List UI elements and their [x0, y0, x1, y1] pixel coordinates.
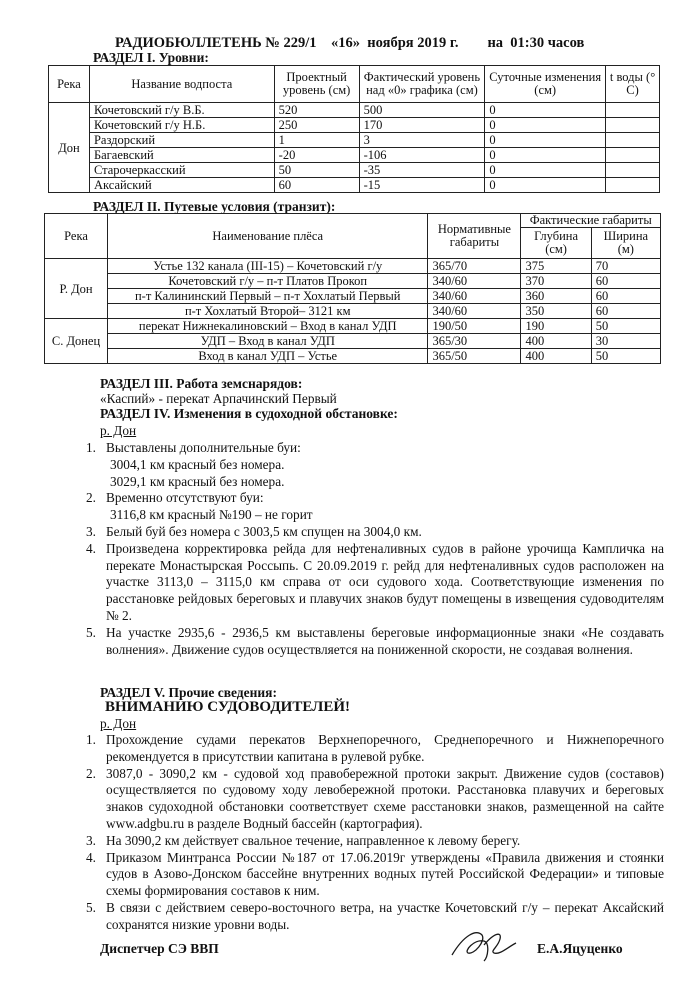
- list-item: 5. На участке 2935,6 - 2936,5 км выставлены береговые информационные знаки «Не создавать волнения». Движение судов осуществляется на пониженной скорости, не создавая волнения.: [86, 624, 664, 657]
- col-norm-dims: Нормативные габариты: [428, 214, 521, 259]
- list-item: 1. Выставлены дополнительные буи: 3004,1 км красный без номера. 3029,1 км красный без номера.: [86, 440, 301, 489]
- col-water-temp: t воды (° С): [606, 66, 660, 103]
- list-item: 4. Произведена корректировка рейда для нефтеналивных судов в районе урочища Кампличка на перекате Монастырская Россыпь. С 20.09.2019 г. рейд для нефтеналивных судов расположен на участке 3113,0 – 3115,0 км справа от оси судового хода. Соответствующие изменения по расстановке рейдовых береговых и плавучих знаков будут помещены в извещения судоводителям № 2.: [86, 540, 664, 623]
- col-depth: Глубина (см): [521, 228, 591, 259]
- table-row: п-т Калининский Первый – п-т Хохлатый Первый 340/60 360 60: [45, 289, 661, 304]
- table-row: УДП – Вход в канал УДП 365/30 400 30: [45, 334, 661, 349]
- list-item: 3. На 3090,2 км действует свальное течение, направленное к левому берегу.: [86, 832, 521, 848]
- list-item: 2. 3087,0 - 3090,2 км - судовой ход правобережной протоки закрыт. Движение судов (составов) осуществляется по судовому ходу левобережной протоки. Расстановка плавучих и береговых знаков судоходной обстановки соответствует схеме расстановки знаков, размещенной на сайте www.adgbu.ru в разделе Водный бассейн (картография).: [86, 765, 664, 831]
- river-cell: С. Донец: [45, 319, 108, 364]
- route-conditions-table: [44, 213, 661, 364]
- river-cell: Дон: [49, 103, 90, 193]
- col-river: Река: [45, 214, 108, 259]
- dredger-line: «Каспий» - перекат Арпачинский Первый: [100, 391, 337, 406]
- list-item: 1. Прохождение судами перекатов Верхнепоречного, Среднепоречного и Нижнепоречного рекомендуется в присутствии капитана в рулевой рубке.: [86, 732, 664, 764]
- col-reach-name: Наименование плёса: [108, 214, 428, 259]
- col-daily-change: Суточные изменения (см): [485, 66, 606, 103]
- col-post-name: Название водпоста: [89, 66, 274, 103]
- dispatcher-position: Диспетчер СЭ ВВП: [100, 941, 219, 956]
- bulletin-title: РАДИОБЮЛЛЕТЕНЬ № 229/1 «16» ноября 2019 г. на 01:30 часов: [115, 35, 585, 51]
- col-actual-level: Фактический уровень над «0» графика (см): [359, 66, 485, 103]
- col-river: Река: [49, 66, 90, 103]
- river-heading: р. Дон: [100, 716, 137, 731]
- table-row: С. Донец перекат Нижнекалиновский – Вход в канал УДП 190/50 190 50: [45, 319, 661, 334]
- levels-table: [48, 65, 660, 193]
- section-5-list: [86, 732, 664, 934]
- river-cell: Р. Дон: [45, 259, 108, 319]
- table-row: Р. Дон Устье 132 канала (III-15) – Кочетовский г/у 365/70 375 70: [45, 259, 661, 274]
- table-row: Дон Кочетовский г/у В.Б. 520 500 0: [49, 103, 660, 118]
- dispatcher-name: Е.А.Яцуценко: [537, 941, 623, 956]
- list-item: 3. Белый буй без номера с 3003,5 км спущен на 3004,0 км.: [86, 523, 422, 539]
- river-heading: р. Дон: [100, 423, 137, 438]
- table-row: Кочетовский г/у – п-т Платов Прокоп 340/60 370 60: [45, 274, 661, 289]
- col-actual-dims: Фактические габариты: [521, 214, 661, 228]
- section-3-title: РАЗДЕЛ III. Работа земснарядов:: [100, 376, 303, 391]
- attention-heading: ВНИМАНИЮ СУДОВОДИТЕЛЕЙ!: [105, 699, 350, 715]
- list-item: 5. В связи с действием северо-восточного ветра, на участке Кочетовский г/у – перекат Аксайский сохранятся низкие уровни воды.: [86, 899, 664, 932]
- section-1-title: РАЗДЕЛ I. Уровни:: [93, 50, 209, 65]
- signature: [444, 925, 524, 965]
- table-row: Кочетовский г/у Н.Б. 250 170 0: [49, 118, 660, 133]
- table-row: Багаевский -20 -106 0: [49, 148, 660, 163]
- col-design-level: Проектный уровень (см): [274, 66, 359, 103]
- table-row: Вход в канал УДП – Устье 365/50 400 50: [45, 349, 661, 364]
- table-row: Раздорский 1 3 0: [49, 133, 660, 148]
- col-width: Ширина (м): [591, 228, 660, 259]
- list-item: 4. Приказом Минтранса России №187 от 17.06.2019г утверждены «Правила движения и стоянки судов в Азово-Донском бассейне внутренних водных путей Российской Федерации» и типовые схемы формирования составов к ним.: [86, 849, 664, 899]
- table-row: Аксайский 60 -15 0: [49, 178, 660, 193]
- section-5-title: РАЗДЕЛ V. Прочие сведения:: [100, 685, 277, 700]
- section-4-list: [86, 440, 664, 658]
- table-row: Старочеркасский 50 -35 0: [49, 163, 660, 178]
- table-row: п-т Хохлатый Второй– 3121 км 340/60 350 60: [45, 304, 661, 319]
- section-2-title: РАЗДЕЛ II. Путевые условия (транзит):: [93, 199, 336, 214]
- section-4-title: РАЗДЕЛ IV. Изменения в судоходной обстановке:: [100, 406, 398, 421]
- list-item: 2. Временно отсутствуют буи: 3116,8 км красный №190 – не горит: [86, 490, 313, 523]
